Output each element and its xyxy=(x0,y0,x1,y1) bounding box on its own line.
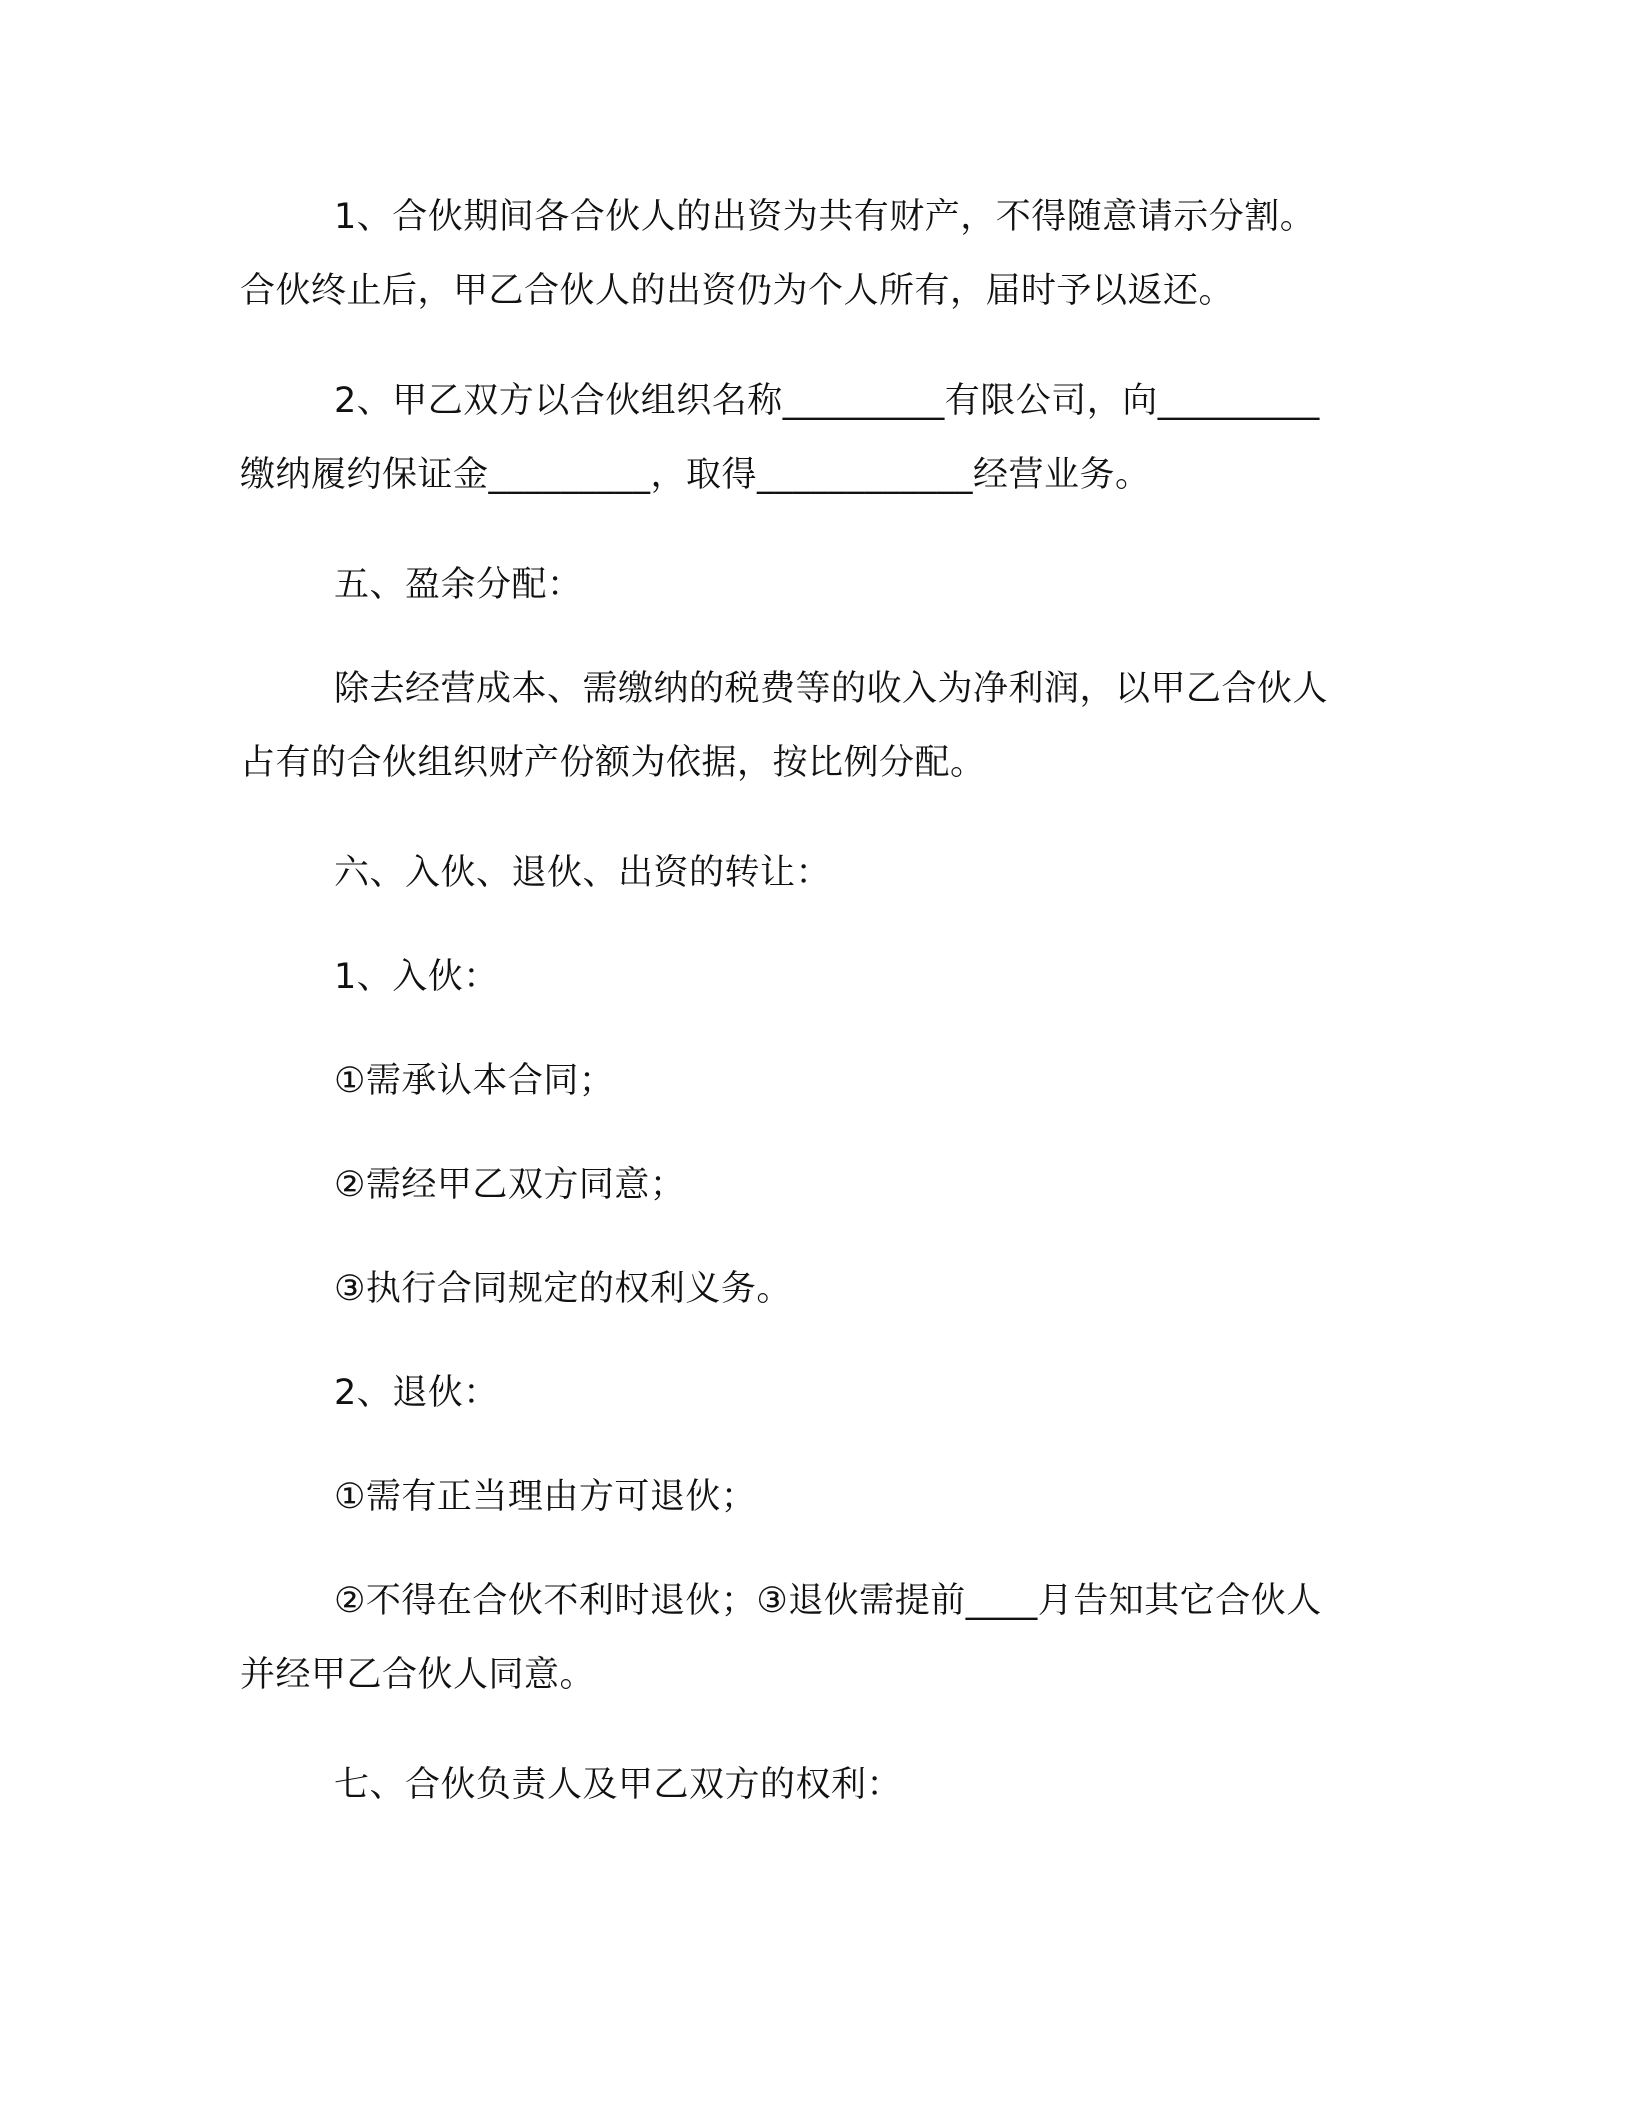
text-line: ③执行合同规定的权利义务。 xyxy=(334,1269,792,1309)
text-line: 1、入伙： xyxy=(334,957,499,997)
text-line: 六、入伙、退伙、出资的转让： xyxy=(334,853,832,893)
text-line: 2、甲乙双方以合伙组织名称_________有限公司，向_________ xyxy=(334,381,1320,421)
text-line: 缴纳履约保证金_________，取得____________经营业务。 xyxy=(240,455,1151,495)
text-line: 2、退伙： xyxy=(334,1373,499,1413)
list-item-withdrawal-1 xyxy=(240,1460,1400,1534)
list-item-joining-1 xyxy=(240,1044,1400,1118)
paragraph-capital-ownership xyxy=(240,180,1400,328)
subheading-joining xyxy=(240,940,1400,1014)
text-line: ①需有正当理由方可退伙； xyxy=(334,1477,757,1517)
list-item-joining-3 xyxy=(240,1252,1400,1326)
list-item-withdrawal-2-3 xyxy=(240,1564,1400,1712)
text-line: 1、合伙期间各合伙人的出资为共有财产，不得随意请示分割。 xyxy=(334,197,1316,237)
text-line: 五、盈余分配： xyxy=(334,565,583,605)
heading-join-withdraw-transfer xyxy=(240,836,1400,910)
list-item-joining-2 xyxy=(240,1148,1400,1222)
paragraph-net-profit xyxy=(240,652,1400,800)
text-line: ①需承认本合同； xyxy=(334,1061,615,1101)
subheading-withdrawal xyxy=(240,1356,1400,1430)
paragraph-performance-deposit xyxy=(240,364,1400,512)
text-line: 七、合伙负责人及甲乙双方的权利： xyxy=(334,1765,903,1805)
text-line: 合伙终止后，甲乙合伙人的出资仍为个人所有，届时予以返还。 xyxy=(240,271,1235,311)
text-line: 占有的合伙组织财产份额为依据，按比例分配。 xyxy=(240,743,986,783)
text-line: 并经甲乙合伙人同意。 xyxy=(240,1655,596,1695)
text-line: ②不得在合伙不利时退伙；③退伙需提前____月告知其它合伙人 xyxy=(334,1581,1322,1621)
text-line: ②需经甲乙双方同意； xyxy=(334,1165,686,1205)
text-line: 除去经营成本、需缴纳的税费等的收入为净利润，以甲乙合伙人 xyxy=(334,669,1329,709)
heading-profit-distribution xyxy=(240,548,1400,622)
heading-partner-rights xyxy=(240,1748,1400,1822)
